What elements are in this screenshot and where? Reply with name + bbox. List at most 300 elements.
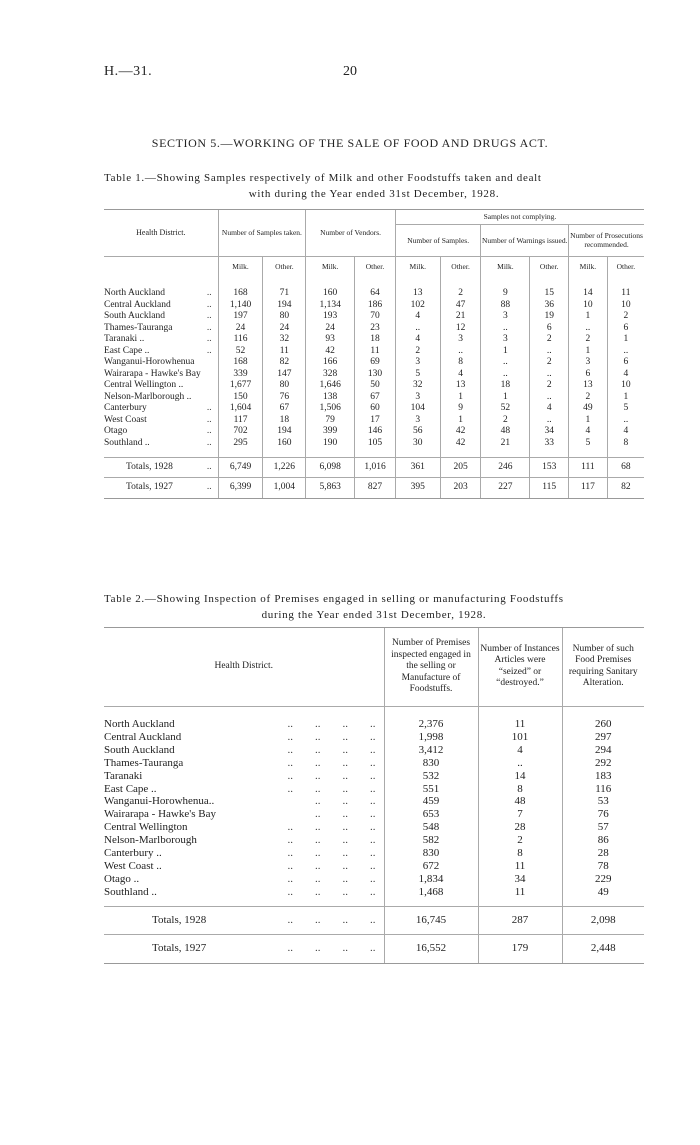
t1-value-cell: 3	[481, 334, 530, 346]
t1-value-cell: 82	[263, 357, 306, 369]
t2-district-name: North Auckland	[104, 718, 175, 730]
t1-value-cell: 30	[395, 438, 440, 450]
t2-value-cell: 2,376	[384, 718, 478, 731]
t2-leader-dots: .. .. .. ..	[287, 821, 376, 834]
t2-row	[104, 744, 644, 757]
t1-value-cell: 194	[263, 426, 306, 438]
t2-district-cell	[104, 873, 384, 886]
t2-value-cell: 1,998	[384, 731, 478, 744]
t1-value-cell: 3	[440, 334, 481, 346]
t1-district-cell	[104, 403, 218, 415]
t1-value-cell: 42	[306, 346, 355, 358]
t2-total-value: 16,745	[384, 907, 478, 935]
t1-value-cell: 71	[263, 288, 306, 300]
t1-value-cell: 168	[218, 357, 263, 369]
t1-value-cell: 5	[569, 438, 608, 450]
t1-value-cell: 76	[263, 392, 306, 404]
t1-district-cell	[104, 300, 218, 312]
t2-value-cell: 292	[562, 757, 644, 770]
t1-district-name: Central Wellington ..	[104, 380, 184, 390]
t1-row	[104, 426, 644, 438]
t2-value-cell: ..	[478, 757, 562, 770]
t1-sub-other: Other.	[607, 256, 644, 276]
t2-leader-dots: .. .. .. ..	[287, 872, 376, 885]
t2-district-name: Wanganui-Horowhenua..	[104, 795, 215, 808]
t1-value-cell: 3	[481, 311, 530, 323]
t1-district-name: Taranaki ..	[104, 334, 145, 344]
t2-district-cell	[104, 718, 384, 731]
t1-value-cell: 399	[306, 426, 355, 438]
t2-total-value: 287	[478, 907, 562, 935]
t1-value-cell: 11	[607, 288, 644, 300]
t1-value-cell: 6	[569, 369, 608, 381]
t1-value-cell: 49	[569, 403, 608, 415]
t1-value-cell: 33	[530, 438, 569, 450]
t2-value-cell: 7	[478, 808, 562, 821]
t1-leader-dots: ..	[206, 345, 212, 356]
t1-sub-milk: Milk.	[306, 256, 355, 276]
t2-district-cell	[104, 783, 384, 796]
t1-value-cell: 105	[355, 438, 396, 450]
t1-value-cell: 9	[440, 403, 481, 415]
t1-district-name: Nelson-Marlborough ..	[104, 391, 192, 402]
t1-value-cell: 2	[607, 311, 644, 323]
t1-district-name: East Cape ..	[104, 345, 150, 356]
t2-value-cell: 653	[384, 808, 478, 821]
t2-district-name: Taranaki	[104, 769, 143, 782]
t1-value-cell: 11	[355, 346, 396, 358]
t1-value-cell: 339	[218, 369, 263, 381]
t2-value-cell: 297	[562, 731, 644, 744]
t1-district-cell	[104, 438, 218, 450]
t2-value-cell: 14	[478, 770, 562, 783]
table2-title-line2: during the Year ended 31st December, 1928.	[261, 609, 487, 621]
t1-row	[104, 334, 644, 346]
t1-value-cell: 3	[395, 415, 440, 427]
t1-value-cell: 5	[395, 369, 440, 381]
t1-total-value: 6,749	[218, 457, 263, 478]
t1-value-cell: 56	[395, 426, 440, 438]
t2-row	[104, 795, 644, 808]
t2-value-cell: 28	[562, 847, 644, 860]
t1-sub-other: Other.	[355, 256, 396, 276]
t2-leader-dots: .. .. .. ..	[287, 756, 376, 769]
t1-totals-label: Totals, 1927	[126, 482, 173, 492]
t1-leader-dots: ..	[206, 299, 212, 310]
t1-leader-dots: ..	[206, 288, 212, 298]
t1-value-cell: 186	[355, 300, 396, 312]
t1-value-cell: 47	[440, 300, 481, 312]
t2-district-name: Central Wellington	[104, 821, 188, 834]
t1-header-samples-taken: Number of Samples taken.	[218, 210, 306, 256]
table2-bottom-rule	[104, 963, 644, 964]
t1-value-cell: 190	[306, 438, 355, 450]
table2-title	[104, 591, 644, 623]
t2-value-cell: 34	[478, 873, 562, 886]
t1-district-name: West Coast	[104, 414, 147, 425]
table1-title-line1: Table 1.—Showing Samples respectively of Milk and other Foodstuffs taken and dealt	[104, 172, 542, 184]
t1-value-cell: 36	[530, 300, 569, 312]
t1-leader-dots: ..	[206, 437, 212, 448]
t1-sub-milk: Milk.	[218, 256, 263, 276]
t1-total-value: 111	[569, 457, 608, 478]
t1-value-cell: 3	[569, 357, 608, 369]
t1-value-cell: 4	[569, 426, 608, 438]
t2-leader-dots: .. .. .. ..	[287, 718, 376, 730]
t2-district-name: East Cape ..	[104, 782, 157, 795]
t1-row	[104, 403, 644, 415]
t1-value-cell: 2	[440, 288, 481, 300]
t2-total-value: 2,098	[562, 907, 644, 935]
t2-totals-label-cell	[104, 935, 384, 963]
t1-totals-1928-row	[104, 457, 644, 478]
t1-value-cell: 67	[263, 403, 306, 415]
t1-leader-dots: ..	[206, 461, 212, 472]
t1-value-cell: 8	[607, 438, 644, 450]
t2-value-cell: 78	[562, 860, 644, 873]
t1-value-cell: 42	[440, 426, 481, 438]
t2-district-name: Otago ..	[104, 872, 140, 885]
t1-district-name: Southland ..	[104, 437, 150, 448]
t2-row	[104, 808, 644, 821]
t1-district-cell	[104, 380, 218, 392]
t1-value-cell: 2	[530, 380, 569, 392]
t2-leader-dots: .. .. .. ..	[287, 942, 376, 955]
t2-row	[104, 847, 644, 860]
t2-header-seized: Number of Instances Articles were “seized” or “destroyed.”	[478, 628, 562, 706]
t1-sub-milk: Milk.	[569, 256, 608, 276]
t1-value-cell: ..	[607, 346, 644, 358]
t1-totals-1927-row	[104, 478, 644, 498]
t1-value-cell: 88	[481, 300, 530, 312]
t1-value-cell: 168	[218, 288, 263, 300]
t1-value-cell: 1,646	[306, 380, 355, 392]
t1-total-value: 117	[569, 478, 608, 498]
t2-leader-dots: .. .. ..	[315, 808, 376, 821]
t1-district-name: Thames-Tauranga	[104, 322, 173, 333]
t1-value-cell: 50	[355, 380, 396, 392]
t2-value-cell: 28	[478, 821, 562, 834]
t1-value-cell: 13	[569, 380, 608, 392]
t1-total-value: 82	[607, 478, 644, 498]
t2-value-cell: 101	[478, 731, 562, 744]
t2-value-cell: 116	[562, 783, 644, 796]
t1-value-cell: 19	[530, 311, 569, 323]
t1-value-cell: 117	[218, 415, 263, 427]
t2-district-cell	[104, 847, 384, 860]
t1-total-value: 115	[530, 478, 569, 498]
t2-row	[104, 821, 644, 834]
t2-district-cell	[104, 731, 384, 744]
t1-value-cell: 1	[569, 346, 608, 358]
t1-header-spacer	[104, 256, 218, 276]
t2-row	[104, 873, 644, 886]
t2-value-cell: 11	[478, 718, 562, 731]
t1-leader-dots: ..	[206, 414, 212, 425]
t2-district-cell	[104, 744, 384, 757]
t2-district-cell	[104, 795, 384, 808]
t1-total-value: 203	[440, 478, 481, 498]
t2-district-cell	[104, 886, 384, 899]
t2-spacer-row	[104, 899, 644, 907]
t1-district-name: Wanganui-Horowhenua	[104, 357, 195, 367]
t1-value-cell: 1	[481, 392, 530, 404]
t1-district-cell	[104, 288, 218, 300]
t1-value-cell: 4	[530, 403, 569, 415]
t1-value-cell: 52	[218, 346, 263, 358]
t1-district-cell	[104, 392, 218, 404]
t2-header-premises: Number of Premises inspected engaged in the selling or Manufacture of Foodstuffs.	[384, 628, 478, 706]
t1-value-cell: 104	[395, 403, 440, 415]
table1	[104, 209, 644, 499]
t2-value-cell: 548	[384, 821, 478, 834]
t1-value-cell: 160	[263, 438, 306, 450]
t1-value-cell: 23	[355, 323, 396, 335]
t1-district-cell	[104, 369, 218, 381]
t2-leader-dots: .. .. .. ..	[287, 847, 376, 860]
t1-value-cell: 1	[440, 415, 481, 427]
t1-value-cell: 197	[218, 311, 263, 323]
t2-district-cell	[104, 834, 384, 847]
t1-value-cell: 138	[306, 392, 355, 404]
t2-district-name: Southland ..	[104, 885, 157, 898]
t2-value-cell: 1,468	[384, 886, 478, 899]
t2-leader-dots: .. .. .. ..	[287, 859, 376, 872]
t2-value-cell: 4	[478, 744, 562, 757]
t1-value-cell: 1,677	[218, 380, 263, 392]
t1-header-warnings: Number of Warnings issued.	[481, 224, 569, 256]
t1-value-cell: 1	[569, 415, 608, 427]
t1-value-cell: 166	[306, 357, 355, 369]
t1-value-cell: ..	[481, 323, 530, 335]
t1-value-cell: 80	[263, 380, 306, 392]
t1-header-not-complying: Samples not complying.	[395, 210, 644, 224]
t1-value-cell: 4	[607, 426, 644, 438]
t2-value-cell: 551	[384, 783, 478, 796]
t1-value-cell: 13	[395, 288, 440, 300]
t1-value-cell: 80	[263, 311, 306, 323]
t2-row	[104, 860, 644, 873]
t1-value-cell: 14	[569, 288, 608, 300]
t1-value-cell: 160	[306, 288, 355, 300]
t1-value-cell: 79	[306, 415, 355, 427]
t1-value-cell: 32	[263, 334, 306, 346]
t2-value-cell: 86	[562, 834, 644, 847]
t1-totals-label: Totals, 1928	[126, 461, 173, 472]
t1-row	[104, 346, 644, 358]
t2-value-cell: 8	[478, 783, 562, 796]
t2-leader-dots: .. .. ..	[315, 795, 376, 808]
t1-row	[104, 288, 644, 300]
table1-title-line2: with during the Year ended 31st December, 1928.	[248, 188, 500, 200]
t2-value-cell: 76	[562, 808, 644, 821]
t1-value-cell: 15	[530, 288, 569, 300]
t1-value-cell: 328	[306, 369, 355, 381]
t1-value-cell: 70	[355, 311, 396, 323]
t2-district-name: Nelson-Marlborough	[104, 834, 197, 847]
t1-value-cell: 6	[530, 323, 569, 335]
t1-row	[104, 392, 644, 404]
t1-district-cell	[104, 311, 218, 323]
t1-total-value: 395	[395, 478, 440, 498]
t1-leader-dots: ..	[206, 311, 212, 321]
t1-value-cell: 24	[263, 323, 306, 335]
t1-value-cell: 6	[607, 357, 644, 369]
t1-row	[104, 415, 644, 427]
section-title: SECTION 5.—WORKING OF THE SALE OF FOOD AND DRUGS ACT.	[151, 136, 549, 150]
t2-value-cell: 57	[562, 821, 644, 834]
t1-value-cell: 18	[355, 334, 396, 346]
t1-value-cell: 11	[263, 346, 306, 358]
t1-value-cell: 64	[355, 288, 396, 300]
t1-value-cell: 6	[607, 323, 644, 335]
t1-value-cell: ..	[530, 346, 569, 358]
t1-leader-dots: ..	[206, 322, 212, 333]
table2	[104, 627, 644, 964]
t1-value-cell: 5	[607, 403, 644, 415]
t1-value-cell: 2	[481, 415, 530, 427]
t1-value-cell: ..	[530, 369, 569, 381]
t1-value-cell: 3	[395, 357, 440, 369]
t2-district-name: Canterbury ..	[104, 847, 162, 860]
table1-bottom-rule	[104, 498, 644, 499]
t2-value-cell: 3,412	[384, 744, 478, 757]
t2-district-cell	[104, 860, 384, 873]
t2-value-cell: 183	[562, 770, 644, 783]
report-code: H.—31.	[104, 64, 153, 79]
t1-total-value: 227	[481, 478, 530, 498]
t2-value-cell: 532	[384, 770, 478, 783]
t2-total-value: 16,552	[384, 935, 478, 963]
t1-leader-dots: ..	[206, 482, 212, 492]
t2-district-cell	[104, 808, 384, 821]
t1-district-name: Central Auckland	[104, 299, 171, 310]
t1-row	[104, 369, 644, 381]
t1-district-cell	[104, 323, 218, 335]
t2-totals	[104, 907, 644, 963]
t1-value-cell: 1	[481, 346, 530, 358]
t1-value-cell: 9	[481, 288, 530, 300]
t1-header-num-samples: Number of Samples.	[395, 224, 481, 256]
t1-total-value: 6,098	[306, 457, 355, 478]
t1-district-name: South Auckland	[104, 311, 165, 321]
t1-value-cell: 69	[355, 357, 396, 369]
t1-value-cell: 10	[607, 380, 644, 392]
t1-value-cell: 60	[355, 403, 396, 415]
t2-leader-dots: .. .. .. ..	[287, 769, 376, 782]
t1-total-value: 68	[607, 457, 644, 478]
t1-district-cell	[104, 426, 218, 438]
t1-value-cell: 48	[481, 426, 530, 438]
t1-row	[104, 380, 644, 392]
t2-value-cell: 672	[384, 860, 478, 873]
t1-leader-dots: ..	[206, 334, 212, 344]
t1-spacer-row	[104, 449, 644, 457]
t2-value-cell: 582	[384, 834, 478, 847]
t2-leader-dots: .. .. .. ..	[287, 782, 376, 795]
t2-totals-1928-row	[104, 907, 644, 935]
t1-value-cell: 1	[569, 311, 608, 323]
t1-header-prosecutions: Number of Prosecutions recommended.	[569, 224, 644, 256]
t2-value-cell: 260	[562, 718, 644, 731]
t1-value-cell: 146	[355, 426, 396, 438]
t1-value-cell: ..	[530, 392, 569, 404]
t1-district-name: Otago	[104, 426, 128, 436]
table2-title-line1: Table 2.—Showing Inspection of Premises engaged in selling or manufacturing Foodstuffs	[104, 593, 564, 605]
t1-value-cell: 130	[355, 369, 396, 381]
t1-district-name: Canterbury	[104, 403, 147, 413]
t1-value-cell: 10	[607, 300, 644, 312]
t1-value-cell: 4	[395, 311, 440, 323]
t1-value-cell: 4	[607, 369, 644, 381]
t1-value-cell: 1,604	[218, 403, 263, 415]
t1-value-cell: 116	[218, 334, 263, 346]
t1-value-cell: ..	[481, 369, 530, 381]
t1-value-cell: 1	[440, 392, 481, 404]
table1-title	[104, 170, 644, 202]
t1-value-cell: ..	[607, 415, 644, 427]
t2-value-cell: 2	[478, 834, 562, 847]
t2-total-value: 179	[478, 935, 562, 963]
t1-value-cell: 8	[440, 357, 481, 369]
t1-sub-other: Other.	[440, 256, 481, 276]
t1-value-cell: 194	[263, 300, 306, 312]
t1-value-cell: 32	[395, 380, 440, 392]
t1-total-value: 6,399	[218, 478, 263, 498]
t1-spacer-row	[104, 276, 644, 288]
t1-value-cell: 702	[218, 426, 263, 438]
t1-value-cell: 24	[218, 323, 263, 335]
t1-total-value: 5,863	[306, 478, 355, 498]
t1-district-cell	[104, 415, 218, 427]
t1-value-cell: 295	[218, 438, 263, 450]
t2-totals-1927-row	[104, 935, 644, 963]
t1-value-cell: 2	[530, 334, 569, 346]
t2-value-cell: 8	[478, 847, 562, 860]
t2-value-cell: 1,834	[384, 873, 478, 886]
t2-district-name: West Coast ..	[104, 859, 162, 872]
t2-value-cell: 53	[562, 795, 644, 808]
t2-header-district: Health District.	[214, 661, 274, 671]
t1-value-cell: 2	[530, 357, 569, 369]
t2-value-cell: 49	[562, 886, 644, 899]
t2-total-value: 2,448	[562, 935, 644, 963]
t1-district-cell	[104, 346, 218, 358]
t1-value-cell: 4	[395, 334, 440, 346]
t2-row	[104, 757, 644, 770]
t2-district-name: South Auckland	[104, 743, 175, 756]
t1-value-cell: 52	[481, 403, 530, 415]
t1-row	[104, 323, 644, 335]
t2-row	[104, 718, 644, 731]
t1-district-name: Wairarapa - Hawke's Bay	[104, 368, 201, 379]
t2-value-cell: 11	[478, 860, 562, 873]
page-number: 20	[343, 64, 357, 79]
t1-value-cell: ..	[569, 323, 608, 335]
t1-totals-label-cell	[104, 457, 218, 478]
t1-value-cell: 10	[569, 300, 608, 312]
t2-row	[104, 834, 644, 847]
t1-totals	[104, 457, 644, 498]
t2-leader-dots: .. .. .. ..	[287, 885, 376, 898]
t1-header-district: Health District.	[136, 228, 186, 238]
t1-row	[104, 300, 644, 312]
t2-district-name: Thames-Tauranga	[104, 756, 184, 769]
t1-value-cell: 193	[306, 311, 355, 323]
t1-district-name: North Auckland	[104, 288, 165, 298]
t1-value-cell: 2	[395, 346, 440, 358]
t1-value-cell: 1,506	[306, 403, 355, 415]
